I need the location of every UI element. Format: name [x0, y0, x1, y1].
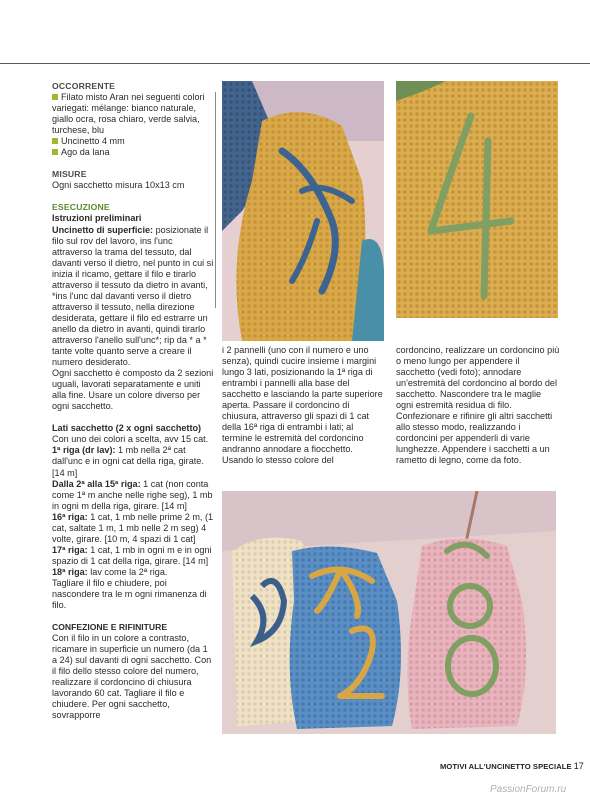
occorrente-heading: OCCORRENTE: [52, 81, 116, 91]
square-bullet-icon: [52, 94, 58, 100]
photo-bag-blue-yellow: [222, 81, 384, 341]
photo-bag-yellow-four: [396, 81, 558, 318]
photo-three-bags: [222, 491, 556, 734]
row-instruction: 1ª riga (dr lav): 1 mb nella 2ª cat dall'unc e in ogni cat della riga, girate. [14 m]: [52, 445, 204, 478]
column-divider: [215, 92, 216, 308]
bag-photo-illustration: [396, 81, 558, 318]
lati-intro: Con uno dei colori a scelta, avv 15 cat.: [52, 434, 209, 445]
row-instruction: 16ª riga: 1 cat, 1 mb nelle prime 2 m, (1 cat, saltate 1 m, 1 mb nelle 2 m seg) 4 volte, girare. [10 m, 4 spazi di 1 cat]: [52, 511, 214, 544]
row-instruction: 18ª riga: lav come la 2ª riga.: [52, 566, 168, 577]
page-footer: [440, 761, 584, 771]
tagliare-paragraph: Tagliare il filo e chiudere, poi nascondere tra le m ogni rimanenza di filo.: [52, 577, 207, 611]
lati-title: Lati sacchetto (2 x ogni sacchetto): [52, 423, 202, 434]
misure-heading: MISURE: [52, 169, 87, 180]
confezione-paragraph: Con il filo in un colore a contrasto, ricamare in superficie un numero (da 1 a 24) sul davanti di ogni sacchetto. Con il filo dello stesso colore del numero, realizzare il cordoncino di chiusura lavorando 60 cat. Tagliare il filo e chiudere. Per ogni sacchetto, sovrapporre: [52, 633, 212, 721]
material-item: Filato misto Aran nei seguenti colori variegati: mélange: bianco naturale, giallo ocra, rosa chiaro, verde salvia, turchese, blu: [52, 92, 205, 136]
right-column: [396, 345, 560, 467]
bags-photo-illustration: [222, 491, 556, 734]
left-column: [52, 81, 214, 722]
right-paragraph: cordoncino, realizzare un cordoncino più o meno lungo per appendere il sacchetto (vedi foto); annodare un'estremità del cordoncino al bordo del sacchetto. Nascondere tra le maglie ogni estremità residua di filo. Confezionare e rifinire gli altri sacchetti allo stesso modo, realizzando i cordoncini per appenderli di varie lunghezze. Appendere i sacchetti a un rametto di legno, come da foto.: [396, 345, 560, 466]
bag-photo-illustration: [222, 81, 384, 341]
square-bullet-icon: [52, 149, 58, 155]
material-item: Uncinetto 4 mm: [52, 136, 214, 147]
uncinetto-paragraph: Uncinetto di superficie: posizionate il filo sul rov del lavoro, ins l'unc attraverso la trama del tessuto, dal davanti verso il dietro, nel punto in cui si inizia il ricamo, gettare il filo e tirarlo attraverso il tessuto da dietro in avanti, *ins l'unc dal davanti verso il dietro attraverso il tessuto, nella direzione desiderata, gettare il filo ed estrarre un anello da dietro in avanti, quindi tirarlo attraverso l'anello sull'unc*; rip da * a * tante volte quanto serve a creare il numero desiderato.: [52, 224, 214, 368]
magazine-title: MOTIVI ALL'UNCINETTO SPECIALE: [440, 762, 572, 771]
row-instruction: Dalla 2ª alla 15ª riga: 1 cat (non conta come 1ª m anche nelle righe seg), 1 mb in ogni m della riga, girare. [14 m]: [52, 478, 213, 511]
material-item: Ago da lana: [52, 147, 214, 158]
composto-paragraph: Ogni sacchetto è composto da 2 sezioni uguali, lavorati separatamente e uniti alla fine. Usare un colore diverso per ogni sacchetto.: [52, 368, 214, 412]
esecuzione-heading: ESECUZIONE: [52, 202, 110, 213]
row-instruction: 17ª riga: 1 cat, 1 mb in ogni m e in ogni spazio di 1 cat della riga, girare. [14 m]: [52, 544, 212, 566]
confezione-heading: CONFEZIONE E RIFINITURE: [52, 622, 168, 633]
page-number: 17: [573, 761, 584, 771]
middle-paragraph: i 2 pannelli (uno con il numero e uno senza), quindi cucire insieme i margini lungo 3 lati, posizionando la 1ª riga di entrambi i pannelli alla base del sacchetto e lasciando la parte superiore aperta. Passare il cordoncino di chiusura, attraverso gli spazi di 1 cat della 16ª riga di entrambi i lati; al termine le estremità del cordoncino andranno annodare a fiocchetto. Usando lo stesso colore del: [222, 345, 383, 466]
istruzioni-title: Istruzioni preliminari: [52, 213, 142, 224]
watermark: PassionForum.ru: [490, 784, 567, 795]
misure-text: Ogni sacchetto misura 10x13 cm: [52, 180, 185, 191]
square-bullet-icon: [52, 138, 58, 144]
header-rule: [0, 63, 590, 64]
middle-column: [222, 345, 384, 467]
